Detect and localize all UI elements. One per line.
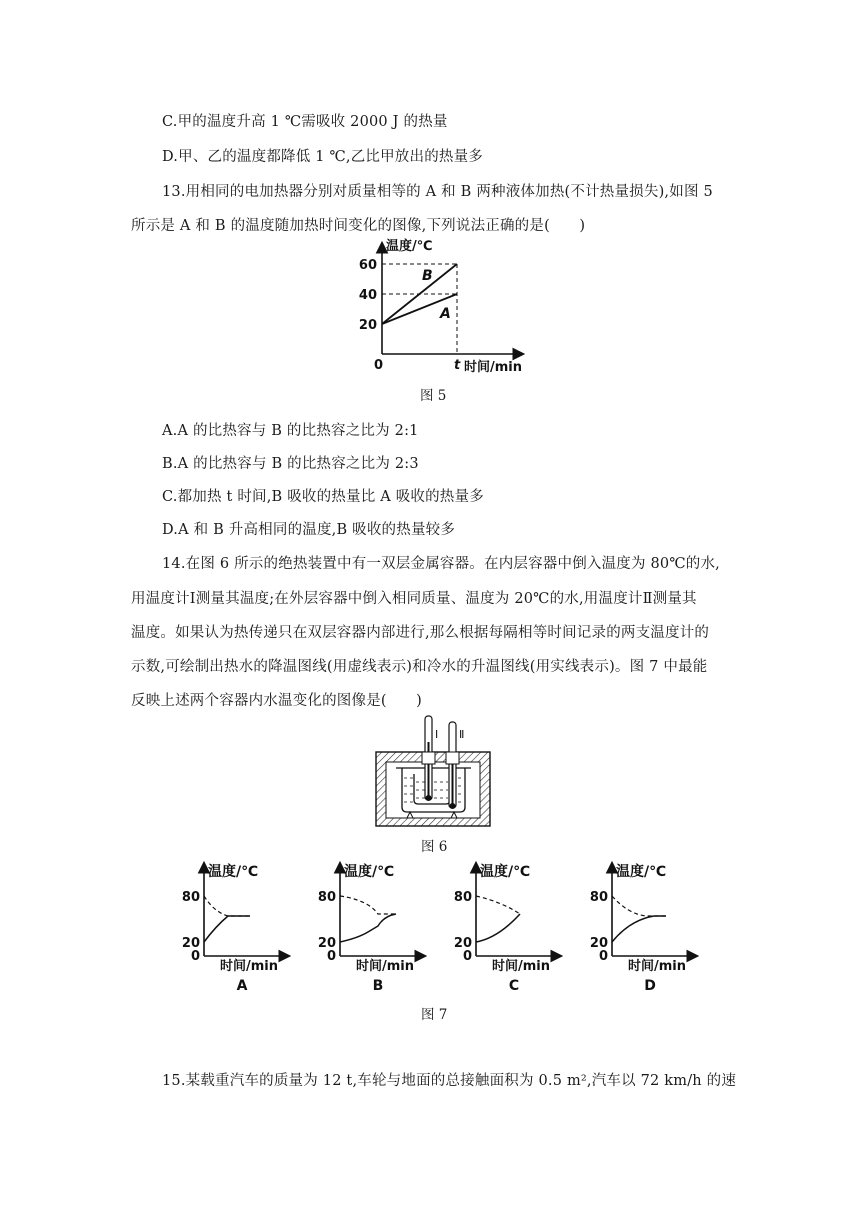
q13-stem-line1: 13.用相同的电加热器分别对质量相等的 A 和 B 两种液体加热(不计热量损失),如图 5 — [162, 184, 713, 200]
fig7-hot-water-curve — [612, 896, 666, 916]
fig7-panel-a — [182, 863, 288, 994]
fig7-tick-20: 20 — [181, 936, 200, 951]
fig7-panel-d — [590, 863, 696, 994]
fig7-origin: 0 — [190, 949, 200, 964]
fig7-panel-b — [318, 863, 424, 994]
fig7-y-axis-label: 温度/℃ — [208, 864, 259, 880]
fig5-tick-20: 20 — [358, 318, 377, 333]
q13-stem-line2: 所示是 A 和 B 的温度随加热时间变化的图像,下列说法正确的是( ) — [131, 218, 586, 234]
figure-5-chart — [360, 238, 530, 378]
fig7-tick-20: 20 — [589, 936, 608, 951]
fig7-panel-label: C — [508, 978, 520, 994]
fig7-cold-water-curve — [476, 914, 520, 942]
q15-stem-line1: 15.某载重汽车的质量为 12 t,车轮与地面的总接触面积为 0.5 m²,汽车以 72 km/h 的速 — [162, 1073, 737, 1089]
fig7-cold-water-curve — [340, 914, 396, 942]
fig5-caption: 图 5 — [420, 388, 447, 404]
fig7-x-axis-label: 时间/min — [628, 959, 687, 974]
fig7-y-axis-label: 温度/℃ — [616, 864, 667, 880]
q13-option-d: D.A 和 B 升高相同的温度,B 吸收的热量较多 — [162, 522, 456, 538]
fig7-x-axis-label: 时间/min — [356, 959, 415, 974]
fig7-tick-80: 80 — [453, 890, 472, 905]
thermometer-2-label: Ⅱ — [459, 728, 465, 741]
fig7-tick-20: 20 — [317, 936, 336, 951]
q12-option-c: C.甲的温度升高 1 ℃需吸收 2000 J 的热量 — [162, 114, 448, 130]
figure-7-panels — [170, 856, 710, 996]
fig5-t-label: t — [454, 358, 461, 373]
q14-stem-line1: 14.在图 6 所示的绝热装置中有一双层金属容器。在内层容器中倒入温度为 80℃的水, — [162, 556, 720, 572]
fig7-hot-water-curve — [204, 896, 250, 916]
fig7-hot-water-curve — [340, 896, 396, 914]
fig7-caption: 图 7 — [421, 1007, 448, 1023]
fig5-y-axis-label: 温度/℃ — [386, 239, 433, 254]
thermometer-1-label: Ⅰ — [435, 728, 439, 741]
fig7-tick-80: 80 — [589, 890, 608, 905]
q14-stem-line3: 温度。如果认为热传递只在双层容器内部进行,那么根据每隔相等时间记录的两支温度计的 — [131, 625, 710, 641]
fig5-x-axis-label: 时间/min — [464, 360, 523, 375]
q12-option-d: D.甲、乙的温度都降低 1 ℃,乙比甲放出的热量多 — [162, 149, 483, 165]
q13-option-a: A.A 的比热容与 B 的比热容之比为 2:1 — [162, 423, 419, 439]
q13-option-c: C.都加热 t 时间,B 吸收的热量比 A 吸收的热量多 — [162, 489, 484, 505]
fig5-label-b: B — [422, 268, 433, 284]
fig7-panel-label: D — [644, 978, 656, 994]
fig5-label-a: A — [440, 306, 451, 322]
fig6-caption: 图 6 — [421, 839, 448, 855]
q14-stem-line2: 用温度计Ⅰ测量其温度;在外层容器中倒入相同质量、温度为 20℃的水,用温度计Ⅱ测量其 — [131, 591, 697, 607]
fig7-origin: 0 — [326, 949, 336, 964]
fig7-cold-water-curve — [204, 916, 250, 942]
fig7-hot-water-curve — [476, 896, 520, 914]
fig7-tick-80: 80 — [181, 890, 200, 905]
fig7-panel-c — [454, 863, 560, 994]
fig7-x-axis-label: 时间/min — [220, 959, 279, 974]
fig7-origin: 0 — [598, 949, 608, 964]
fig7-y-axis-label: 温度/℃ — [344, 864, 395, 880]
fig7-panel-label: A — [236, 978, 248, 994]
fig5-origin: 0 — [374, 358, 384, 373]
fig5-tick-60: 60 — [358, 258, 377, 273]
fig7-origin: 0 — [462, 949, 472, 964]
fig7-y-axis-label: 温度/℃ — [480, 864, 531, 880]
q14-stem-line4: 示数,可绘制出热水的降温图线(用虚线表示)和冷水的升温图线(用实线表示)。图 7 中最能 — [131, 659, 708, 675]
q13-option-b: B.A 的比热容与 B 的比热容之比为 2:3 — [162, 456, 419, 472]
fig5-tick-40: 40 — [358, 288, 377, 303]
fig7-tick-20: 20 — [453, 936, 472, 951]
fig7-cold-water-curve — [612, 916, 666, 942]
figure-6-apparatus — [372, 712, 494, 830]
q14-stem-line5: 反映上述两个容器内水温变化的图像是( ) — [131, 693, 423, 709]
fig7-x-axis-label: 时间/min — [492, 959, 551, 974]
fig7-panel-label: B — [372, 978, 384, 994]
fig7-tick-80: 80 — [317, 890, 336, 905]
